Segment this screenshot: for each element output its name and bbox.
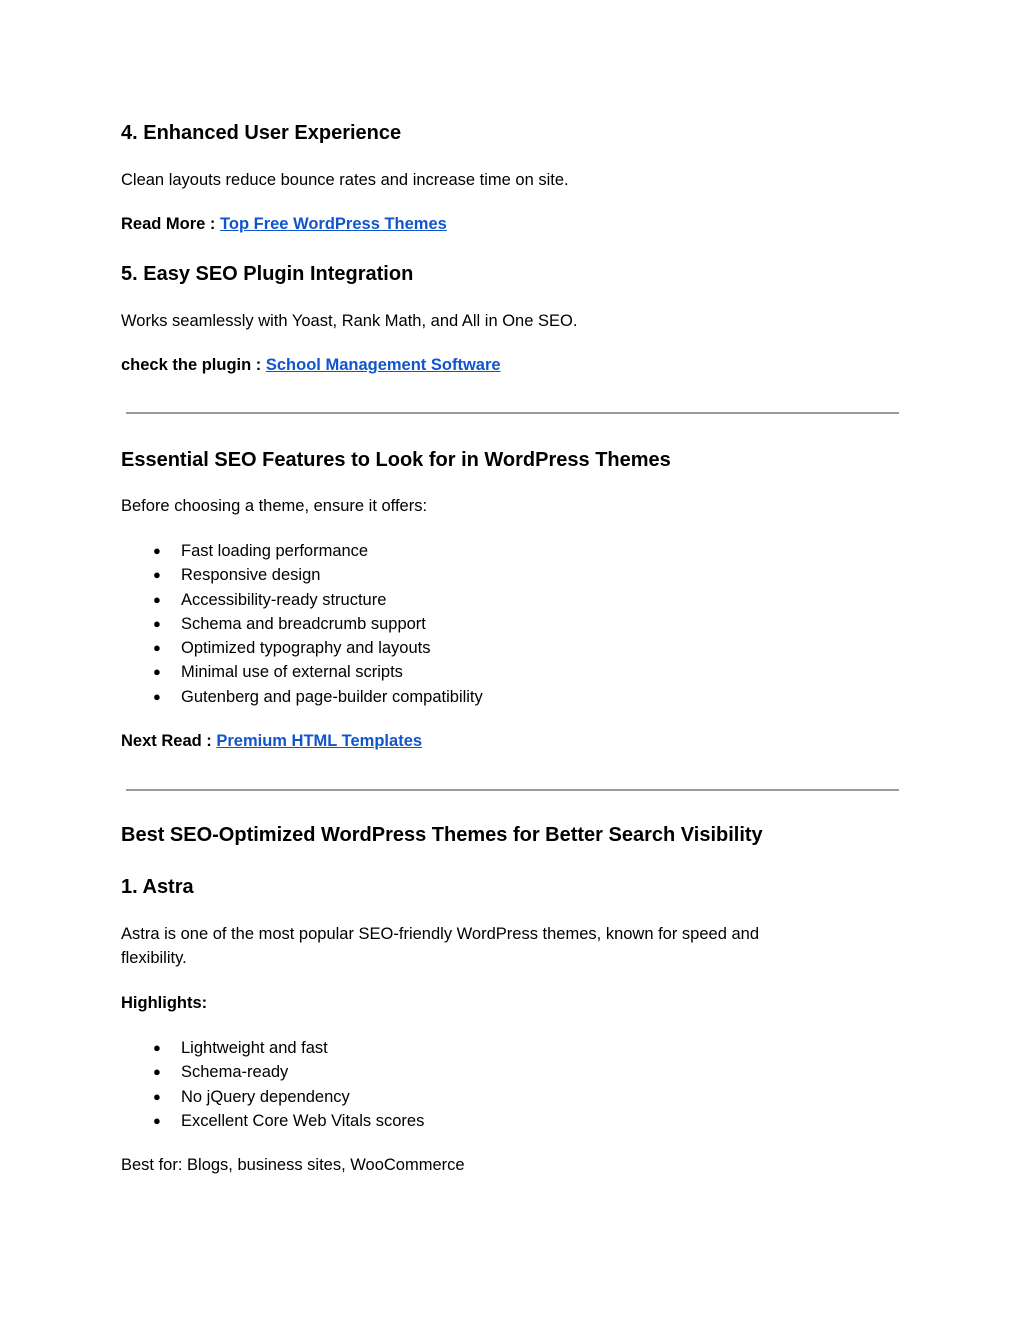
list-item: ● Minimal use of external scripts [121,660,483,684]
bullet-icon: ● [153,1064,161,1080]
list-item: ● No jQuery dependency [121,1085,424,1109]
premium-html-templates-link[interactable]: Premium HTML Templates [216,732,423,750]
check-plugin-line [121,353,501,377]
school-management-software-link[interactable]: School Management Software [265,356,501,374]
heading-astra: 1. Astra [121,876,194,898]
list-item: ● Excellent Core Web Vitals scores [121,1109,424,1133]
paragraph-astra-line1: Astra is one of the most popular SEO-friendly WordPress themes, known for speed and [121,925,760,943]
paragraph-easy-seo-plugin-integration: Works seamlessly with Yoast, Rank Math, and All in One SEO. [121,312,578,330]
list-item: ● Fast loading performance [121,539,483,563]
list-item: ● Accessibility-ready structure [121,588,483,612]
list-item: ● Responsive design [121,563,483,587]
heading-essential-seo-features: Essential SEO Features to Look for in WordPress Themes [121,449,671,471]
astra-highlights-list [121,1036,424,1133]
bullet-icon: ● [153,615,161,631]
list-item: ● Optimized typography and layouts [121,636,483,660]
paragraph-features-intro: Before choosing a theme, ensure it offers: [121,497,428,515]
horizontal-rule [126,789,899,791]
heading-best-seo-optimized-themes: Best SEO-Optimized WordPress Themes for Better Search Visibility [121,824,763,846]
bullet-icon: ● [153,1040,161,1055]
bullet-icon: ● [153,664,161,680]
bullet-icon: ● [153,640,161,656]
heading-enhanced-user-experience: 4. Enhanced User Experience [121,122,402,144]
read-more-line [121,212,447,236]
paragraph-enhanced-user-experience: Clean layouts reduce bounce rates and increase time on site. [121,171,569,189]
next-read-line [121,729,422,753]
list-item: ● Schema-ready [121,1060,424,1084]
top-free-wordpress-themes-link[interactable]: Top Free WordPress Themes [220,215,447,233]
bullet-icon: ● [153,1112,161,1128]
list-item: ● Schema and breadcrumb support [121,612,483,636]
bullet-icon: ● [153,591,161,607]
horizontal-rule [126,412,899,414]
next-read-label: Next Read : [121,732,217,750]
bullet-icon: ● [153,1088,161,1104]
bullet-icon: ● [153,543,161,558]
best-for-line: Best for: Blogs, business sites, WooCommerce [121,1156,465,1174]
features-list [121,539,483,709]
heading-easy-seo-plugin-integration: 5. Easy SEO Plugin Integration [121,263,414,285]
paragraph-astra-line2: flexibility. [121,949,187,967]
read-more-label: Read More : [121,215,221,233]
bullet-icon: ● [153,567,161,583]
bullet-icon: ● [153,688,161,704]
list-item: ● Gutenberg and page-builder compatibility [121,685,483,709]
highlights-label: Highlights: [121,994,208,1012]
list-item: ● Lightweight and fast [121,1036,424,1060]
check-plugin-label: check the plugin : [121,356,266,374]
